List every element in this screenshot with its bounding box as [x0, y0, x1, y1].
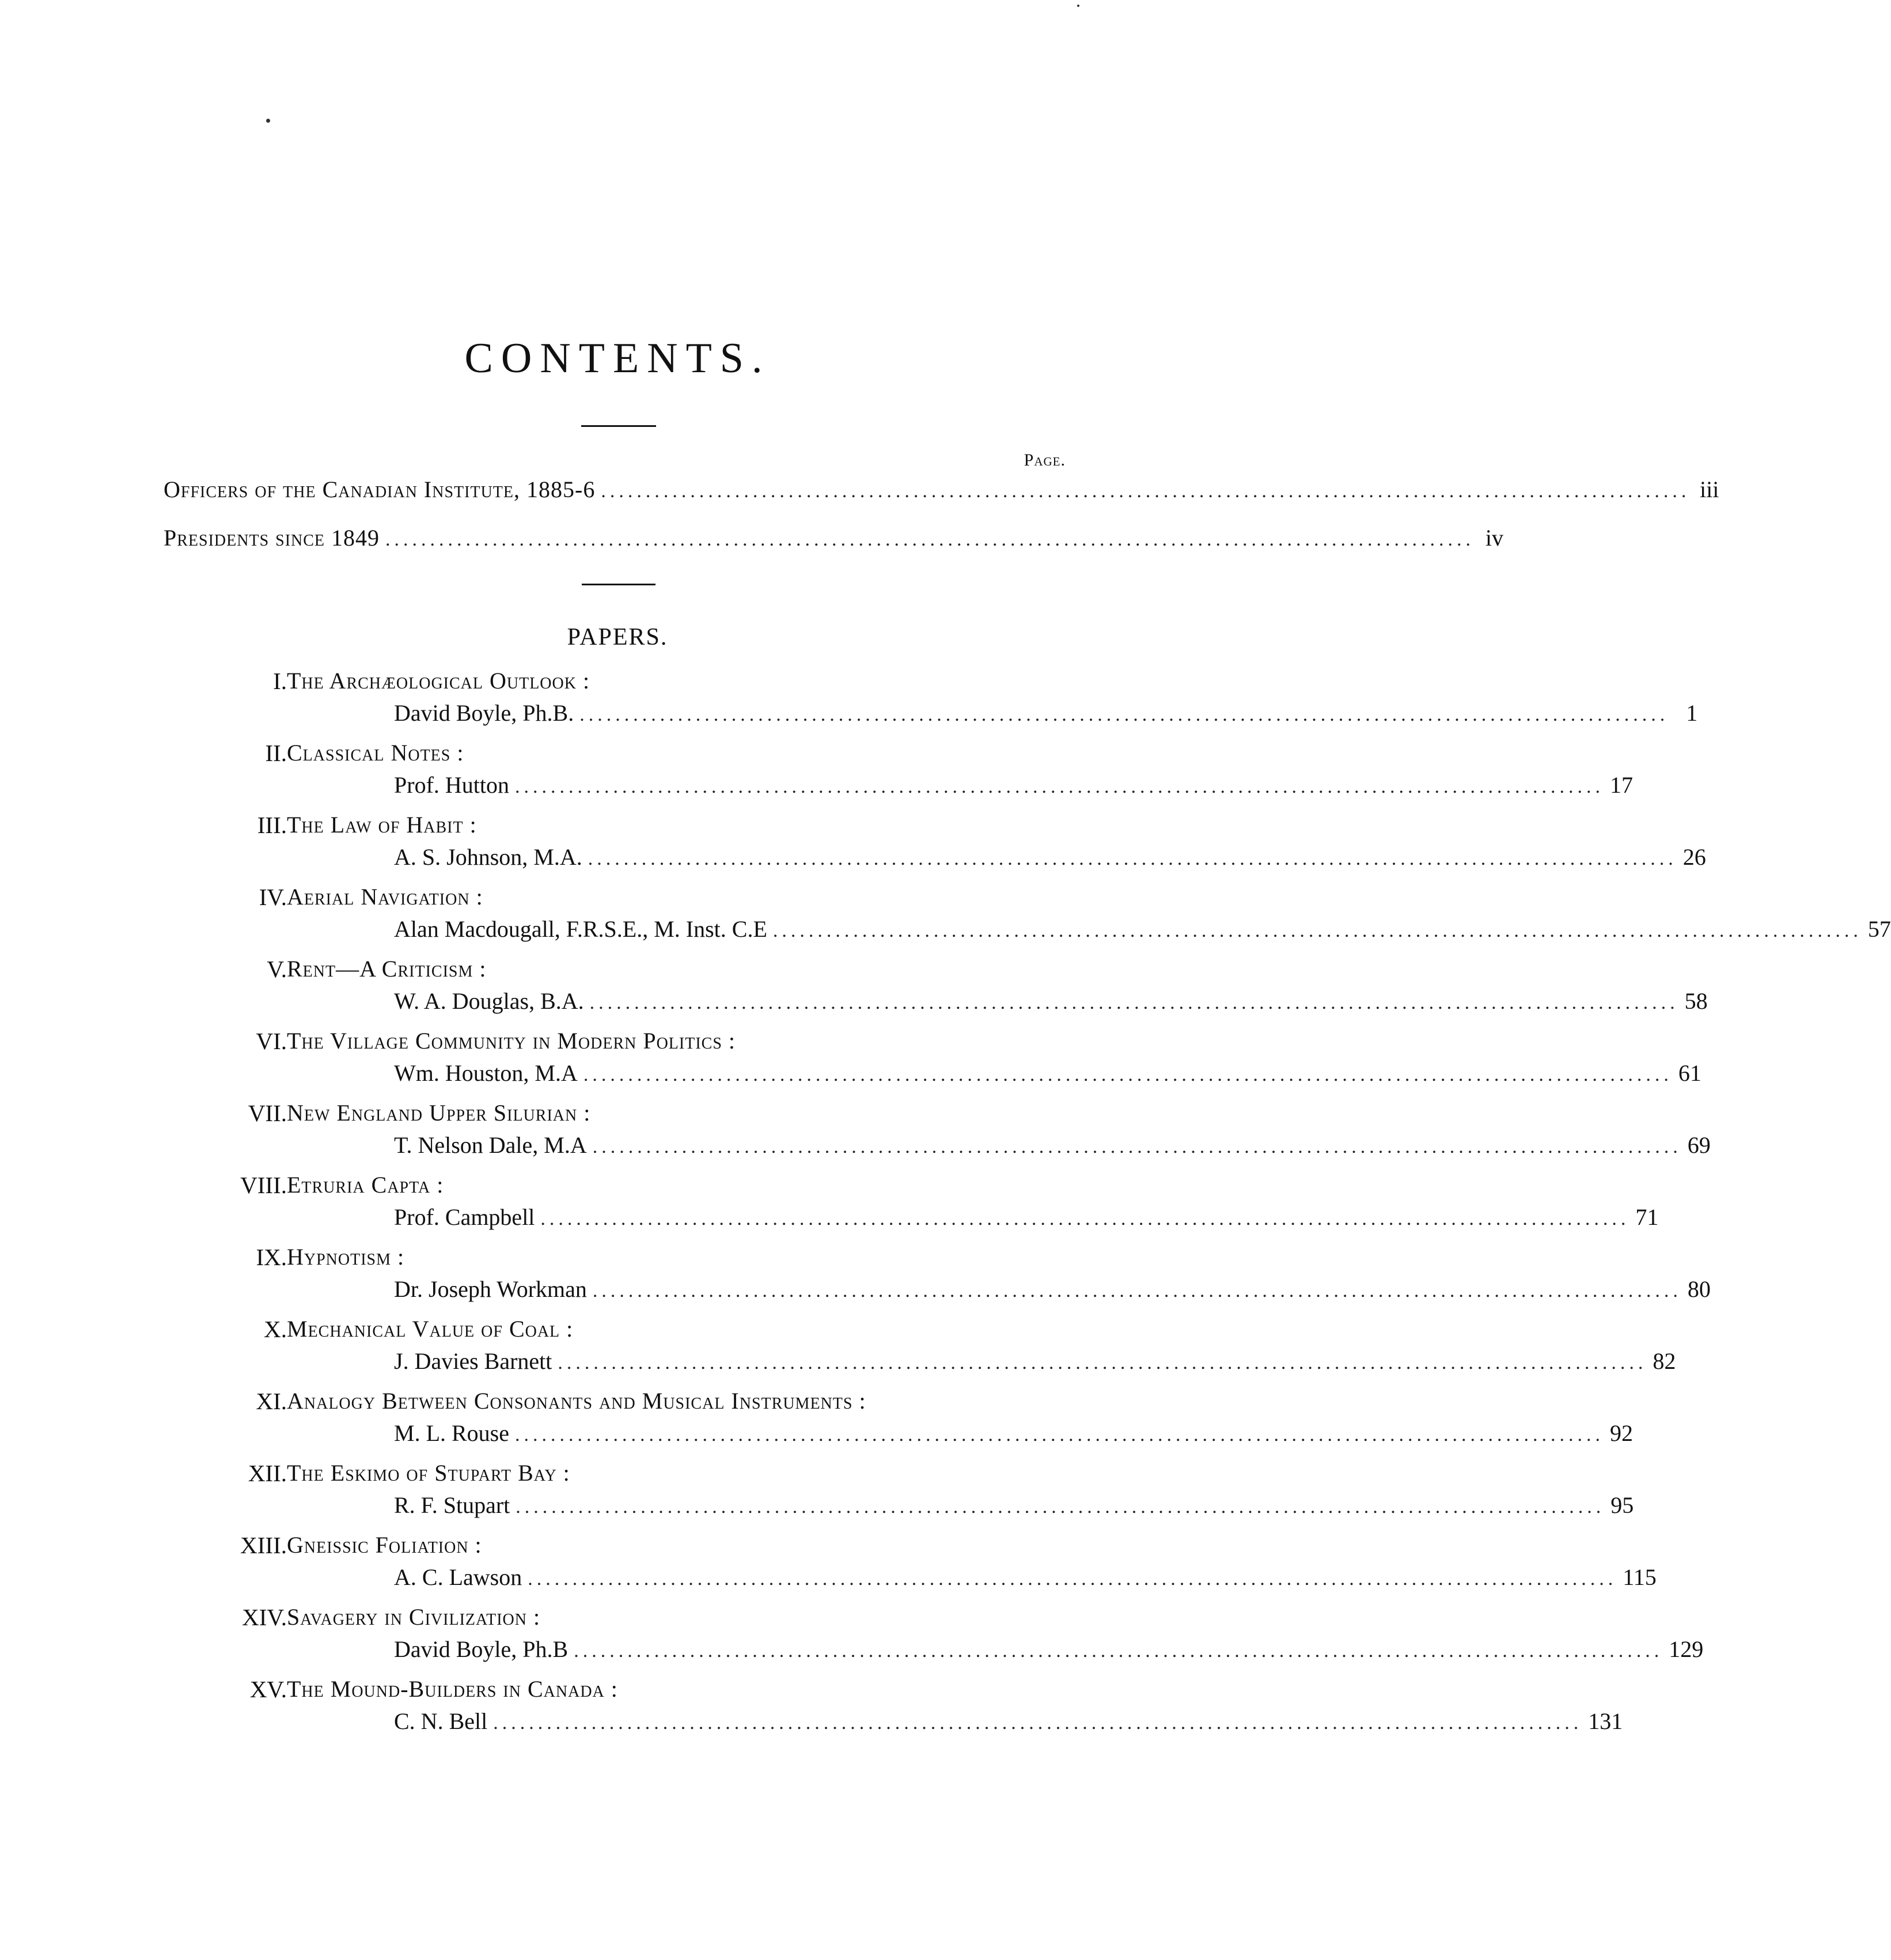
paper-author: M. L. Rouse	[394, 1420, 509, 1446]
paper-author-row	[394, 1420, 1633, 1447]
paper-title: The Law of Habit :	[287, 812, 477, 838]
paper-title: Gneissic Foliation :	[287, 1532, 482, 1558]
paper-author-row	[394, 1060, 1701, 1087]
paper-author: J. Davies Barnett	[394, 1348, 552, 1374]
paper-title: Aerial Navigation :	[287, 884, 483, 910]
paper-page: 69	[1687, 1132, 1711, 1158]
paper-entry	[0, 1099, 1711, 1168]
paper-entry	[0, 1675, 1623, 1745]
paper-author: Prof. Campbell	[394, 1204, 535, 1230]
paper-entry	[0, 1027, 1701, 1096]
dot-leader: ..........................................................................................................................	[583, 1064, 1673, 1085]
paper-entry	[0, 1459, 1634, 1528]
paper-number: V.	[267, 956, 287, 982]
paper-title: The Village Community in Modern Politics :	[287, 1028, 736, 1054]
paper-page: 1	[1686, 700, 1698, 726]
paper-author-row	[394, 987, 1708, 1015]
paper-entry	[0, 1531, 1657, 1600]
paper-author-row	[394, 1492, 1634, 1519]
paper-page: 71	[1635, 1204, 1659, 1230]
paper-author-row	[394, 1564, 1657, 1591]
page-title: CONTENTS.	[464, 335, 771, 382]
dot-leader: ..........................................................................................................................	[385, 529, 1475, 550]
paper-title: New England Upper Silurian :	[287, 1100, 591, 1126]
dot-leader: ..........................................................................................................................	[515, 776, 1604, 797]
ink-speck	[266, 119, 270, 123]
paper-author-row	[394, 1204, 1659, 1231]
paper-number: II.	[265, 740, 287, 766]
paper-page: 129	[1669, 1636, 1704, 1662]
paper-author: David Boyle, Ph.B.	[394, 700, 574, 726]
paper-author: Wm. Houston, M.A	[394, 1060, 578, 1086]
dot-leader: ..........................................................................................................................	[772, 920, 1862, 941]
paper-author-row	[394, 1708, 1623, 1735]
paper-author-row	[394, 1276, 1711, 1303]
dot-leader: ..........................................................................................................................	[601, 480, 1691, 502]
paper-entry	[0, 1387, 1633, 1456]
paper-page: 17	[1610, 772, 1633, 798]
dot-leader: ..........................................................................................................................	[515, 1424, 1604, 1446]
paper-number: IV.	[259, 884, 287, 910]
entry-label: Officers of the Canadian Institute, 1885-6	[164, 476, 596, 502]
paper-page: 80	[1687, 1276, 1711, 1302]
paper-entry	[0, 1171, 1659, 1240]
paper-page: 58	[1684, 988, 1708, 1014]
paper-author: Alan Macdougall, F.R.S.E., M. Inst. C.E	[394, 916, 767, 942]
paper-page: 57	[1867, 916, 1891, 942]
paper-number: VI.	[256, 1028, 287, 1054]
paper-title: The Archæological Outlook :	[287, 668, 590, 694]
paper-page: 26	[1682, 844, 1706, 870]
paper-entry	[0, 811, 1706, 880]
paper-number: XIV.	[242, 1604, 287, 1630]
paper-title: Savagery in Civilization :	[287, 1604, 541, 1630]
paper-number: I.	[273, 668, 287, 694]
paper-title: Classical Notes :	[287, 740, 464, 766]
paper-title: The Eskimo of Stupart Bay :	[287, 1460, 570, 1486]
paper-number: III.	[257, 812, 287, 838]
dot-leader: ..........................................................................................................................	[589, 992, 1679, 1013]
section-heading: PAPERS.	[567, 624, 668, 650]
paper-title: The Mound-Builders in Canada :	[287, 1676, 618, 1702]
paper-entry	[0, 883, 1891, 952]
paper-author: A. C. Lawson	[394, 1564, 522, 1590]
dot-leader: ..........................................................................................................................	[540, 1208, 1630, 1229]
paper-number: XV.	[249, 1676, 287, 1702]
paper-entry	[0, 1243, 1711, 1312]
paper-author: Prof. Hutton	[394, 772, 509, 798]
paper-author: C. N. Bell	[394, 1708, 488, 1734]
paper-entry	[0, 1315, 1676, 1384]
paper-number: VII.	[248, 1100, 287, 1126]
dot-leader: ..........................................................................................................................	[558, 1352, 1647, 1373]
dot-leader: ..........................................................................................................................	[588, 848, 1677, 869]
front-matter-entry	[164, 524, 1504, 551]
paper-title: Rent—A Criticism :	[287, 956, 487, 982]
paper-number: X.	[264, 1316, 287, 1342]
paper-author-row	[394, 1132, 1711, 1159]
ink-speck	[1077, 5, 1079, 7]
dot-leader: ..........................................................................................................................	[592, 1280, 1682, 1301]
paper-author-row	[394, 771, 1633, 799]
dot-leader: ..........................................................................................................................	[493, 1712, 1583, 1734]
paper-author-row	[394, 1636, 1704, 1663]
dot-leader: ..........................................................................................................................	[579, 704, 1669, 725]
paper-title: Analogy Between Consonants and Musical Instruments :	[287, 1388, 866, 1414]
paper-entry	[0, 667, 1698, 736]
entry-page: iii	[1699, 476, 1719, 502]
paper-number: XIII.	[240, 1532, 287, 1558]
paper-author: A. S. Johnson, M.A.	[394, 844, 582, 870]
dot-leader: ..........................................................................................................................	[516, 1496, 1605, 1518]
paper-page: 95	[1610, 1492, 1634, 1518]
paper-entry	[0, 955, 1708, 1024]
paper-author: David Boyle, Ph.B	[394, 1636, 569, 1662]
paper-author: R. F. Stupart	[394, 1492, 510, 1518]
paper-author-row	[394, 1348, 1676, 1375]
paper-author-row	[394, 915, 1891, 943]
paper-page: 131	[1588, 1708, 1623, 1734]
paper-title: Mechanical Value of Coal :	[287, 1316, 574, 1342]
paper-page: 82	[1653, 1348, 1676, 1374]
paper-page: 115	[1623, 1564, 1657, 1590]
front-matter-entry	[164, 476, 1719, 503]
paper-author: Dr. Joseph Workman	[394, 1276, 587, 1302]
paper-page: 61	[1678, 1060, 1701, 1086]
section-rule	[582, 584, 655, 585]
title-rule	[581, 425, 656, 427]
dot-leader: ..........................................................................................................................	[592, 1136, 1682, 1157]
paper-number: IX.	[256, 1244, 287, 1270]
paper-author: W. A. Douglas, B.A.	[394, 988, 584, 1014]
paper-page: 92	[1610, 1420, 1633, 1446]
paper-number: XII.	[248, 1460, 287, 1486]
paper-number: VIII.	[240, 1172, 287, 1198]
paper-title: Etruria Capta :	[287, 1172, 444, 1198]
paper-author: T. Nelson Dale, M.A	[394, 1132, 587, 1158]
paper-title: Hypnotism :	[287, 1244, 405, 1270]
paper-entry	[0, 1603, 1704, 1673]
paper-entry	[0, 739, 1633, 808]
paper-author-row	[394, 699, 1698, 727]
dot-leader: ..........................................................................................................................	[574, 1640, 1663, 1662]
dot-leader: ..........................................................................................................................	[528, 1568, 1617, 1590]
page-column-heading: Page.	[1024, 451, 1066, 470]
entry-page: iv	[1485, 525, 1504, 551]
paper-author-row	[394, 843, 1706, 871]
paper-number: XI.	[256, 1388, 287, 1414]
entry-label: Presidents since 1849	[164, 525, 380, 551]
